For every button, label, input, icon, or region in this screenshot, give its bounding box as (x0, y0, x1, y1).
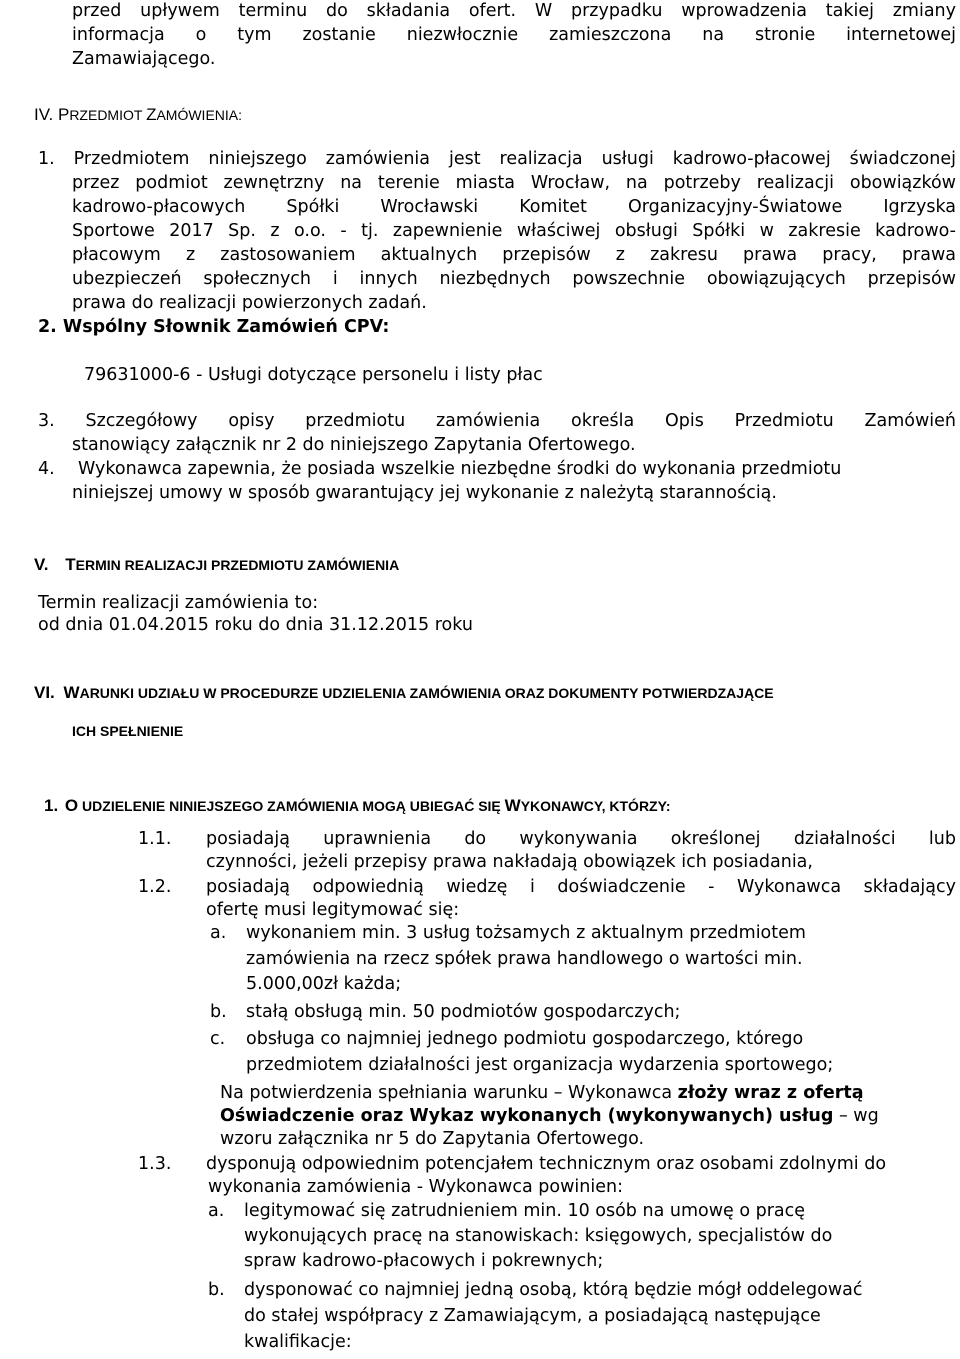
condition-1-2-b-label: b. (210, 1002, 227, 1022)
conditions-rest: UDZIELENIE NINIEJSZEGO ZAMÓWIENIA MOGĄ UBIEGAĆ SIĘ (78, 798, 505, 814)
condition-1-2-c-line-1: obsługa co najmniej jednego podmiotu gospodarczego, którego (246, 1029, 804, 1049)
condition-1-1-line-2: czynności, jeżeli przepisy prawa nakładają obowiązek ich posiadania, (206, 852, 813, 872)
condition-1-3-a-line-2: wykonujących pracę na stanowiskach: księgowych, specjalistów do (244, 1226, 833, 1246)
condition-1-2-b-line-1: stałą obsługą min. 50 podmiotów gospodarczych; (246, 1002, 681, 1022)
item-4-line-1: Wykonawca zapewnia, że posiada wszelkie niezbędne środki do wykonania przedmiotu (78, 459, 842, 479)
item-1-line-6: ubezpieczeń społecznych i innych niezbędnych powszechnie obowiązujących przepisów (72, 269, 956, 289)
item-1-line-7: prawa do realizacji powierzonych zadań. (72, 293, 427, 313)
cpv-code: 79631000-6 - Usługi dotyczące personelu i listy płac (84, 365, 543, 385)
term-dates: od dnia 01.04.2015 roku do dnia 31.12.2015 roku (38, 615, 473, 635)
confirmation-bold: Oświadczenie oraz Wykaz wykonanych (wykonywanych) usług (220, 1106, 834, 1126)
term-label: Termin realizacji zamówienia to: (38, 593, 319, 613)
confirmation-text: – wg (833, 1106, 879, 1126)
condition-1-2-line-1: posiadają odpowiednią wiedzę i doświadczenie - Wykonawca składający (206, 877, 956, 897)
condition-1-3-b-line-2: do stałej współpracy z Zamawiającym, a posiadającą następujące (244, 1306, 821, 1326)
section-vi-number: VI. (34, 683, 55, 702)
condition-1-2-c-label: c. (210, 1029, 226, 1049)
conditions-rest: YKONAWCY, KTÓRZY: (520, 798, 671, 814)
confirmation-bold: złoży wraz z ofertą (677, 1083, 864, 1103)
confirmation-line-2 (220, 1105, 879, 1128)
condition-1-2-a-line-2: zamówienia na rzecz spółek prawa handlowego o wartości min. (246, 949, 803, 969)
condition-1-2-a-label: a. (210, 923, 227, 943)
item-1-line-2: przez podmiot zewnętrzny na terenie miasta Wrocław, na potrzeby realizacji obowiązków (72, 173, 956, 193)
condition-1-1-number: 1.1. (138, 829, 172, 849)
condition-1-3-a-label: a. (208, 1201, 225, 1221)
condition-1-3-b-line-1: dysponować co najmniej jedną osobą, którą będzie mógł oddelegować (244, 1280, 863, 1300)
conditions-number: 1. (44, 796, 59, 815)
condition-1-2-a-line-3: 5.000,00zł każda; (246, 974, 402, 994)
condition-1-3-line-1: dysponują odpowiednim potencjałem technicznym oraz osobami zdolnymi do (206, 1154, 887, 1174)
condition-1-3-line-2: wykonania zamówienia - Wykonawca powinien: (208, 1177, 623, 1197)
cpv-heading: 2. Wspólny Słownik Zamówień CPV: (38, 317, 390, 337)
item-3-line-1: 3. Szczegółowy opisy przedmiotu zamówienia określa Opis Przedmiotu Zamówień (38, 411, 956, 431)
conditions-cap: O (64, 796, 79, 815)
item-1-line-4: Sportowe 2017 Sp. z o.o. - tj. zapewnienie właściwej obsługi Spółki w zakresie kadrowo- (72, 221, 956, 241)
condition-1-3-b-label: b. (208, 1280, 225, 1300)
section-iv-title-part: AMÓWIENIA: (156, 107, 243, 123)
item-4-number: 4. (38, 459, 55, 479)
intro-line-2: informacja o tym zostanie niezwłocznie zamieszczona na stronie internetowej (72, 25, 956, 45)
condition-1-3-number: 1.3. (138, 1154, 172, 1174)
section-iv-heading (34, 103, 242, 127)
section-vi-title-cap: W (63, 683, 80, 702)
section-v-heading (34, 553, 399, 577)
section-iv-number: IV. (34, 105, 54, 124)
conditions-heading (44, 794, 671, 818)
condition-1-2-c-line-2: przedmiotem działalności jest organizacja wydarzenia sportowego; (246, 1055, 834, 1075)
condition-1-3-a-line-3: spraw kadrowo-płacowych i pokrewnych; (244, 1251, 604, 1271)
section-v-title-rest: ERMIN REALIZACJI PRZEDMIOTU ZAMÓWIENIA (75, 557, 400, 573)
confirmation-line-3: wzoru załącznika nr 5 do Zapytania Ofertowego. (220, 1129, 645, 1149)
condition-1-1-line-1: posiadają uprawnienia do wykonywania określonej działalności lub (206, 829, 956, 849)
condition-1-2-a-line-1: wykonaniem min. 3 usług tożsamych z aktualnym przedmiotem (246, 923, 806, 943)
section-vi-title-rest: ARUNKI UDZIAŁU W PROCEDURZE UDZIELENIA ZAMÓWIENIA ORAZ DOKUMENTY POTWIERDZAJĄCE (79, 685, 774, 701)
item-1-line-5: płacowym z zastosowaniem aktualnych przepisów z zakresu prawa pracy, prawa (72, 245, 956, 265)
item-1-line-1: 1. Przedmiotem niniejszego zamówienia jest realizacja usługi kadrowo-płacowej świadczonej (38, 149, 956, 169)
condition-1-3-a-line-1: legitymować się zatrudnieniem min. 10 osób na umowę o pracę (244, 1201, 806, 1221)
section-vi-title-line-2: ICH SPEŁNIENIE (72, 723, 184, 739)
item-1-line-3: kadrowo-płacowych Spółki Wrocławski Komitet Organizacyjny-Światowe Igrzyska (72, 197, 956, 217)
condition-1-2-line-2: ofertę musi legitymować się: (206, 900, 460, 920)
intro-line-3: Zamawiającego. (72, 49, 216, 69)
section-iv-title-part: RZEDMIOT (69, 107, 147, 123)
section-iv-title-cap: P (57, 105, 70, 124)
section-vi-heading (34, 681, 774, 705)
condition-1-3-b-line-3: kwalifikacje: (244, 1332, 352, 1352)
item-3-line-2: stanowiący załącznik nr 2 do niniejszego Zapytania Ofertowego. (72, 435, 636, 455)
confirmation-text: Na potwierdzenia spełniania warunku – Wykonawca (220, 1083, 678, 1103)
section-v-number: V. (34, 555, 49, 574)
item-4-line-2: niniejszej umowy w sposób gwarantujący jej wykonanie z należytą starannością. (72, 483, 777, 503)
condition-1-2-number: 1.2. (138, 877, 172, 897)
intro-line-1: przed upływem terminu do składania ofert. W przypadku wprowadzenia takiej zmiany (72, 1, 956, 21)
section-iv-title-cap: Z (146, 105, 157, 124)
confirmation-line-1 (220, 1082, 864, 1105)
conditions-cap: W (504, 796, 521, 815)
section-v-title-cap: T (65, 555, 76, 574)
